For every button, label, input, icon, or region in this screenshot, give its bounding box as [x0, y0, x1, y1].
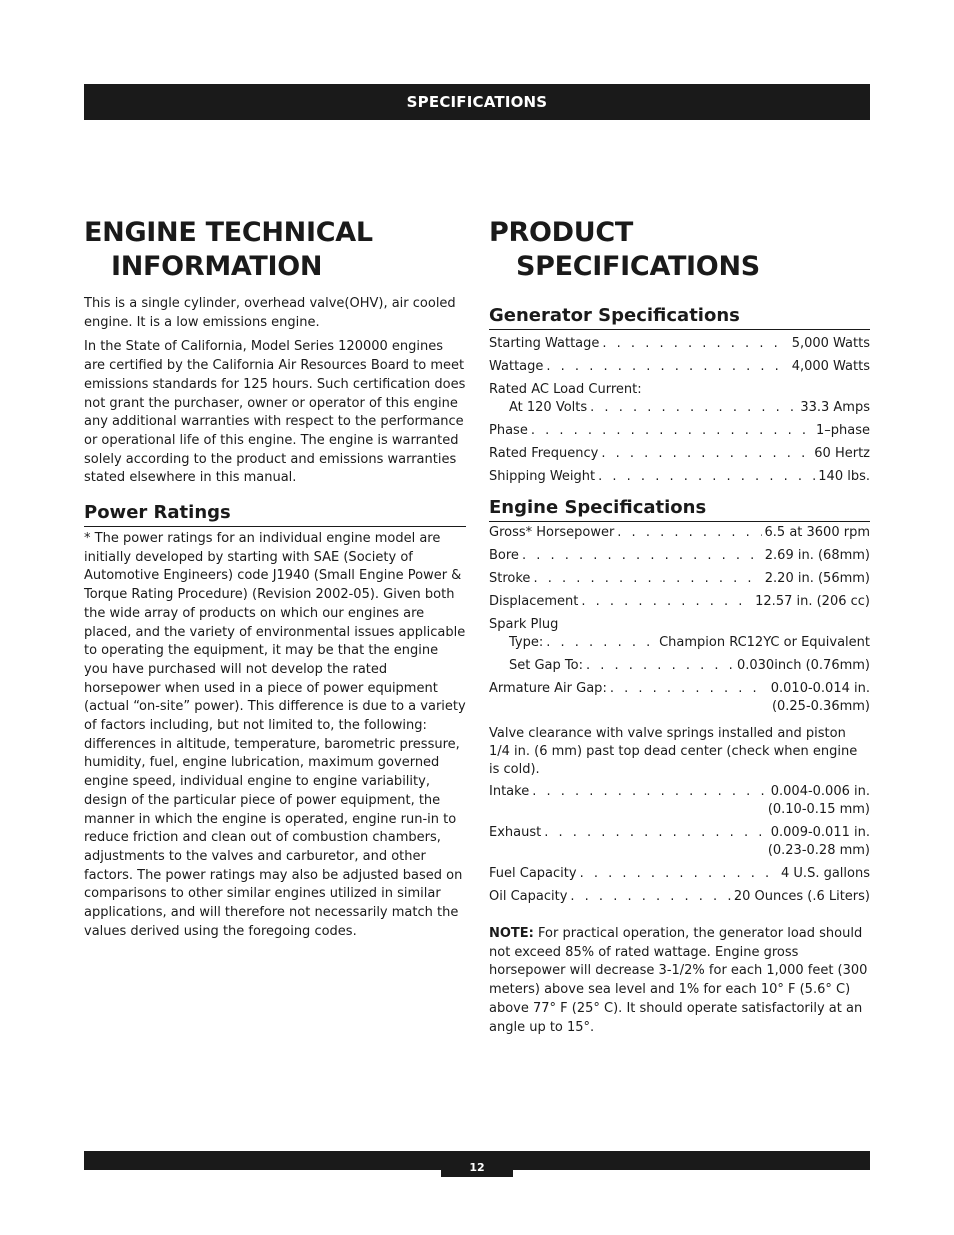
spec-row-spark-plug-type: Type: . . . Champion RC12YC or Equivalent	[489, 634, 870, 652]
spec-row-phase: Phase . . . 1–phase	[489, 422, 870, 440]
spec-row-armature-air-gap: Armature Air Gap: . . . 0.010-0.014 in.	[489, 680, 870, 698]
spec-row-bore: Bore . . . 2.69 in. (68mm)	[489, 547, 870, 565]
engine-technical-column	[84, 216, 466, 942]
engine-spec-list	[489, 524, 870, 906]
product-specifications-column	[489, 216, 870, 1037]
spec-row-set-gap: Set Gap To: . . . 0.030inch (0.76mm)	[489, 657, 870, 675]
spec-row-stroke: Stroke . . . 2.20 in. (56mm)	[489, 570, 870, 588]
intake-metric-value: (0.10-0.15 mm)	[767, 802, 870, 817]
note-text: For practical operation, the generator load should not exceed 85% of rated wattage. Engine gross horsepower will decrease 3-1/2% for each 1,000 feet (300 meters) above sea level and 1% for each 10° F (5.6° C) above 77° F (25° C). It should operate satisfactorily at an angle up to 15°.	[489, 926, 868, 1035]
rated-ac-load-label: Rated AC Load Current:	[489, 382, 642, 397]
power-ratings-text: * The power ratings for an individual engine model are initially developed by starting with SAE (Society of Automotive Engineers) code J1940 (Small Engine Power & Torque Rating Procedure) (Revision 2002-05). Given both the wide array of products on which our engines are placed, and the variety of environmental issues applicable to operating the equipment, it may be that the engine you have purchased will not develop the rated horsepower when used in a piece of power equipment (actual “on-site” power). This difference is due to a variety of factors including, but not limited to, the following: differences in altitude, temperature, barometric pressure, humidity, fuel, engine lubrication, maximum governed engine speed, individual engine to engine variability, design of the particular piece of power equipment, the manner in which the engine is operated, engine run-in to reduce friction and clean out of combustion chambers, adjustments to the valves and carburetor, and other factors. The power ratings may also be adjusted based on comparisons to other similar engines utilized in similar applications, and will therefore not necessarily match the values derived using the foregoing codes.	[84, 531, 466, 939]
spec-row-displacement: Displacement . . . 12.57 in. (206 cc)	[489, 593, 870, 611]
engine-specifications-heading: Engine Specifications	[489, 496, 870, 522]
spec-row-wattage: Wattage . . . 4,000 Watts	[489, 358, 870, 376]
spark-plug-label: Spark Plug	[489, 617, 559, 632]
engine-technical-heading: ENGINE TECHNICAL INFORMATION	[84, 217, 373, 282]
spec-row-rated-frequency: Rated Frequency . . . 60 Hertz	[489, 445, 870, 463]
california-certification-text: In the State of California, Model Series 120000 engines are certified by the California Air Resources Board to meet emissions standards for 125 hours. Such certification does not grant the purchaser, owner or operator of this engine any additional warranties with respect to the performance or operational life of this engine. The engine is warranted solely according to the product and emissions warranties stated elsewhere in this manual.	[84, 339, 466, 486]
operation-note	[489, 925, 870, 1037]
spec-row-intake: Intake . . . 0.004-0.006 in.	[489, 783, 870, 801]
spec-row-horsepower: Gross* Horsepower . . . 6.5 at 3600 rpm	[489, 524, 870, 542]
page-number: 12	[441, 1157, 513, 1177]
armature-metric-value: (0.25-0.36mm)	[771, 699, 870, 714]
power-ratings-heading: Power Ratings	[84, 501, 466, 527]
exhaust-metric-value: (0.23-0.28 mm)	[767, 843, 870, 858]
note-label: NOTE:	[489, 926, 534, 941]
section-header: SPECIFICATIONS	[84, 84, 870, 120]
spec-row-oil-capacity: Oil Capacity . . . 20 Ounces (.6 Liters)	[489, 888, 870, 906]
generator-spec-list	[489, 335, 870, 486]
spec-row-shipping-weight: Shipping Weight . . . 140 lbs.	[489, 468, 870, 486]
spec-row-fuel-capacity: Fuel Capacity . . . 4 U.S. gallons	[489, 865, 870, 883]
spec-row-at-120-volts: At 120 Volts . . . 33.3 Amps	[489, 399, 870, 417]
spec-row-starting-wattage: Starting Wattage . . . 5,000 Watts	[489, 335, 870, 353]
engine-description: This is a single cylinder, overhead valve(OHV), air cooled engine. It is a low emissions engine.	[84, 296, 456, 330]
valve-clearance-note: Valve clearance with valve springs installed and piston 1/4 in. (6 mm) past top dead center (check when engine is cold).	[489, 726, 858, 777]
generator-specifications-heading: Generator Specifications	[489, 304, 870, 330]
product-specifications-heading: PRODUCT SPECIFICATIONS	[489, 217, 760, 282]
spec-row-exhaust: Exhaust . . . 0.009-0.011 in.	[489, 824, 870, 842]
